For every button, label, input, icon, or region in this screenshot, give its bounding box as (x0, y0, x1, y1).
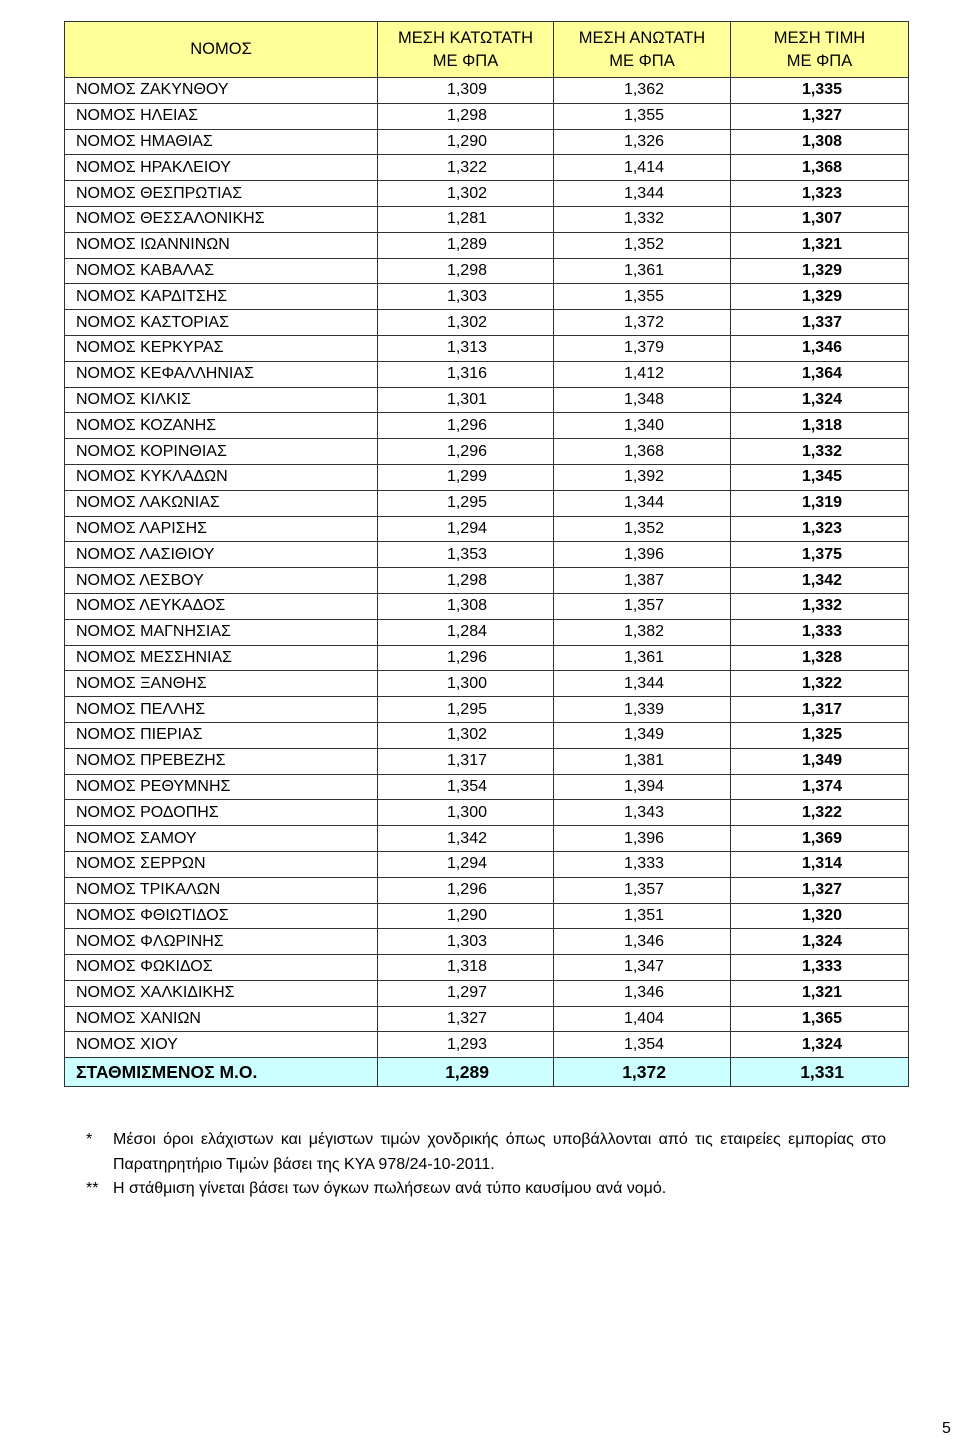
min-price-cell: 1,281 (378, 206, 554, 232)
table-row (65, 206, 909, 232)
min-price-cell: 1,354 (378, 774, 554, 800)
header-max-price-label: ΜΕΣΗ ΑΝΩΤΑΤΗ ΜΕ ΦΠΑ (578, 28, 706, 70)
max-price-cell: 1,392 (554, 464, 731, 490)
header-max-price (554, 22, 731, 78)
fuel-price-table (64, 21, 909, 1087)
min-price-cell: 1,302 (378, 181, 554, 207)
min-price-cell: 1,300 (378, 800, 554, 826)
footnote-marker: ** (86, 1180, 99, 1197)
min-price-cell: 1,294 (378, 851, 554, 877)
avg-price-cell: 1,327 (731, 103, 909, 129)
min-price-cell: 1,303 (378, 284, 554, 310)
min-price-cell: 1,342 (378, 826, 554, 852)
header-avg-price-label: ΜΕΣΗ ΤΙΜΗ ΜΕ ΦΠΑ (773, 28, 866, 70)
avg-price-cell: 1,314 (731, 851, 909, 877)
avg-price-cell: 1,322 (731, 800, 909, 826)
table-row (65, 258, 909, 284)
avg-price-cell: 1,329 (731, 258, 909, 284)
avg-price-cell: 1,321 (731, 232, 909, 258)
prefecture-name-cell: ΝΟΜΟΣ ΦΛΩΡΙΝΗΣ (65, 929, 378, 955)
min-price-cell: 1,298 (378, 258, 554, 284)
table-row (65, 877, 909, 903)
max-price-cell: 1,404 (554, 1006, 731, 1032)
avg-price-cell: 1,342 (731, 568, 909, 594)
max-price-cell: 1,412 (554, 361, 731, 387)
avg-price-cell: 1,345 (731, 464, 909, 490)
prefecture-name-cell: ΝΟΜΟΣ ΣΕΡΡΩΝ (65, 851, 378, 877)
table-row (65, 78, 909, 104)
table-row (65, 464, 909, 490)
avg-price-cell: 1,325 (731, 722, 909, 748)
table-row (65, 232, 909, 258)
avg-price-cell: 1,323 (731, 181, 909, 207)
table-row (65, 387, 909, 413)
min-price-cell: 1,296 (378, 413, 554, 439)
avg-price-cell: 1,324 (731, 1032, 909, 1058)
avg-price-cell: 1,308 (731, 129, 909, 155)
min-price-cell: 1,302 (378, 310, 554, 336)
max-price-cell: 1,349 (554, 722, 731, 748)
max-price-cell: 1,357 (554, 593, 731, 619)
prefecture-name-cell: ΝΟΜΟΣ ΦΘΙΩΤΙΔΟΣ (65, 903, 378, 929)
table-row (65, 542, 909, 568)
prefecture-name-cell: ΝΟΜΟΣ ΛΑΡΙΣΗΣ (65, 516, 378, 542)
avg-price-cell: 1,335 (731, 78, 909, 104)
prefecture-name-cell: ΝΟΜΟΣ ΗΛΕΙΑΣ (65, 103, 378, 129)
max-price-cell: 1,343 (554, 800, 731, 826)
prefecture-name-cell: ΝΟΜΟΣ ΣΑΜΟΥ (65, 826, 378, 852)
max-price-cell: 1,332 (554, 206, 731, 232)
prefecture-name-cell: ΝΟΜΟΣ ΚΕΦΑΛΛΗΝΙΑΣ (65, 361, 378, 387)
table-row (65, 439, 909, 465)
max-price-cell: 1,346 (554, 980, 731, 1006)
table-body (65, 78, 909, 1058)
avg-price-cell: 1,321 (731, 980, 909, 1006)
min-price-cell: 1,298 (378, 103, 554, 129)
max-price-cell: 1,339 (554, 697, 731, 723)
avg-price-cell: 1,323 (731, 516, 909, 542)
min-price-cell: 1,308 (378, 593, 554, 619)
avg-price-cell: 1,319 (731, 490, 909, 516)
weighted-average-avg: 1,331 (731, 1058, 909, 1087)
header-min-price (378, 22, 554, 78)
table-row (65, 284, 909, 310)
min-price-cell: 1,299 (378, 464, 554, 490)
prefecture-name-cell: ΝΟΜΟΣ ΤΡΙΚΑΛΩΝ (65, 877, 378, 903)
prefecture-name-cell: ΝΟΜΟΣ ΡΕΘΥΜΝΗΣ (65, 774, 378, 800)
prefecture-name-cell: ΝΟΜΟΣ ΗΡΑΚΛΕΙΟΥ (65, 155, 378, 181)
min-price-cell: 1,290 (378, 903, 554, 929)
prefecture-name-cell: ΝΟΜΟΣ ΘΕΣΠΡΩΤΙΑΣ (65, 181, 378, 207)
max-price-cell: 1,414 (554, 155, 731, 181)
header-prefecture (65, 22, 378, 78)
prefecture-name-cell: ΝΟΜΟΣ ΧΑΛΚΙΔΙΚΗΣ (65, 980, 378, 1006)
max-price-cell: 1,352 (554, 516, 731, 542)
min-price-cell: 1,300 (378, 671, 554, 697)
min-price-cell: 1,293 (378, 1032, 554, 1058)
prefecture-name-cell: ΝΟΜΟΣ ΛΕΣΒΟΥ (65, 568, 378, 594)
footnote-text: Μέσοι όροι ελάχιστων και μέγιστων τιμών χονδρικής όπως υποβάλλονται από τις εταιρείες εμπορίας στο Παρατηρητήριο Τιμών βάσει της ΚΥΑ 978/24-10-2011. (113, 1131, 886, 1173)
max-price-cell: 1,381 (554, 748, 731, 774)
table-row (65, 155, 909, 181)
avg-price-cell: 1,332 (731, 439, 909, 465)
avg-price-cell: 1,337 (731, 310, 909, 336)
header-min-price-label: ΜΕΣΗ ΚΑΤΩΤΑΤΗ ΜΕ ΦΠΑ (398, 28, 533, 70)
min-price-cell: 1,322 (378, 155, 554, 181)
prefecture-name-cell: ΝΟΜΟΣ ΚΑΣΤΟΡΙΑΣ (65, 310, 378, 336)
footnote-text: Η στάθμιση γίνεται βάσει των όγκων πωλήσεων ανά τύπο καυσίμου ανά νομό. (113, 1180, 667, 1197)
prefecture-name-cell: ΝΟΜΟΣ ΠΙΕΡΙΑΣ (65, 722, 378, 748)
min-price-cell: 1,327 (378, 1006, 554, 1032)
avg-price-cell: 1,368 (731, 155, 909, 181)
prefecture-name-cell: ΝΟΜΟΣ ΗΜΑΘΙΑΣ (65, 129, 378, 155)
max-price-cell: 1,355 (554, 103, 731, 129)
avg-price-cell: 1,317 (731, 697, 909, 723)
min-price-cell: 1,309 (378, 78, 554, 104)
max-price-cell: 1,355 (554, 284, 731, 310)
max-price-cell: 1,346 (554, 929, 731, 955)
footnotes (86, 1128, 886, 1202)
avg-price-cell: 1,328 (731, 645, 909, 671)
prefecture-name-cell: ΝΟΜΟΣ ΛΕΥΚΑΔΟΣ (65, 593, 378, 619)
min-price-cell: 1,295 (378, 697, 554, 723)
min-price-cell: 1,284 (378, 619, 554, 645)
table-row (65, 335, 909, 361)
prefecture-name-cell: ΝΟΜΟΣ ΦΩΚΙΔΟΣ (65, 955, 378, 981)
min-price-cell: 1,316 (378, 361, 554, 387)
avg-price-cell: 1,327 (731, 877, 909, 903)
header-prefecture-label: ΝΟΜΟΣ (190, 40, 252, 58)
page-number: 5 (942, 1420, 951, 1437)
table-row (65, 697, 909, 723)
table-row (65, 593, 909, 619)
table-row (65, 361, 909, 387)
avg-price-cell: 1,320 (731, 903, 909, 929)
avg-price-cell: 1,374 (731, 774, 909, 800)
max-price-cell: 1,361 (554, 645, 731, 671)
max-price-cell: 1,344 (554, 671, 731, 697)
avg-price-cell: 1,318 (731, 413, 909, 439)
max-price-cell: 1,379 (554, 335, 731, 361)
min-price-cell: 1,296 (378, 877, 554, 903)
prefecture-name-cell: ΝΟΜΟΣ ΚΕΡΚΥΡΑΣ (65, 335, 378, 361)
prefecture-name-cell: ΝΟΜΟΣ ΚΙΛΚΙΣ (65, 387, 378, 413)
avg-price-cell: 1,307 (731, 206, 909, 232)
footnote-marker: * (86, 1131, 93, 1148)
prefecture-name-cell: ΝΟΜΟΣ ΧΑΝΙΩΝ (65, 1006, 378, 1032)
avg-price-cell: 1,369 (731, 826, 909, 852)
prefecture-name-cell: ΝΟΜΟΣ ΚΟΡΙΝΘΙΑΣ (65, 439, 378, 465)
table-row (65, 980, 909, 1006)
avg-price-cell: 1,322 (731, 671, 909, 697)
max-price-cell: 1,396 (554, 826, 731, 852)
max-price-cell: 1,344 (554, 181, 731, 207)
avg-price-cell: 1,375 (731, 542, 909, 568)
min-price-cell: 1,289 (378, 232, 554, 258)
table-row (65, 181, 909, 207)
table-row (65, 929, 909, 955)
min-price-cell: 1,313 (378, 335, 554, 361)
avg-price-cell: 1,324 (731, 387, 909, 413)
avg-price-cell: 1,365 (731, 1006, 909, 1032)
prefecture-name-cell: ΝΟΜΟΣ ΚΑΒΑΛΑΣ (65, 258, 378, 284)
prefecture-name-cell: ΝΟΜΟΣ ΞΑΝΘΗΣ (65, 671, 378, 697)
table-row (65, 568, 909, 594)
min-price-cell: 1,303 (378, 929, 554, 955)
min-price-cell: 1,290 (378, 129, 554, 155)
table-row (65, 103, 909, 129)
min-price-cell: 1,296 (378, 645, 554, 671)
prefecture-name-cell: ΝΟΜΟΣ ΚΟΖΑΝΗΣ (65, 413, 378, 439)
max-price-cell: 1,326 (554, 129, 731, 155)
weighted-average-label: ΣΤΑΘΜΙΣΜΕΝΟΣ Μ.Ο. (65, 1058, 378, 1087)
max-price-cell: 1,351 (554, 903, 731, 929)
prefecture-name-cell: ΝΟΜΟΣ ΖΑΚΥΝΘΟΥ (65, 78, 378, 104)
prefecture-name-cell: ΝΟΜΟΣ ΛΑΣΙΘΙΟΥ (65, 542, 378, 568)
max-price-cell: 1,372 (554, 310, 731, 336)
min-price-cell: 1,301 (378, 387, 554, 413)
table-row (65, 413, 909, 439)
prefecture-name-cell: ΝΟΜΟΣ ΠΕΛΛΗΣ (65, 697, 378, 723)
max-price-cell: 1,357 (554, 877, 731, 903)
table-row (65, 1032, 909, 1058)
table-row (65, 645, 909, 671)
max-price-cell: 1,396 (554, 542, 731, 568)
max-price-cell: 1,368 (554, 439, 731, 465)
table-row (65, 903, 909, 929)
footnote (86, 1177, 886, 1202)
table-row (65, 826, 909, 852)
max-price-cell: 1,333 (554, 851, 731, 877)
prefecture-name-cell: ΝΟΜΟΣ ΙΩΑΝΝΙΝΩΝ (65, 232, 378, 258)
avg-price-cell: 1,364 (731, 361, 909, 387)
prefecture-name-cell: ΝΟΜΟΣ ΘΕΣΣΑΛΟΝΙΚΗΣ (65, 206, 378, 232)
weighted-average-row (65, 1058, 909, 1087)
table-row (65, 490, 909, 516)
prefecture-name-cell: ΝΟΜΟΣ ΚΥΚΛΑΔΩΝ (65, 464, 378, 490)
header-avg-price (731, 22, 909, 78)
min-price-cell: 1,302 (378, 722, 554, 748)
max-price-cell: 1,352 (554, 232, 731, 258)
table-row (65, 774, 909, 800)
avg-price-cell: 1,346 (731, 335, 909, 361)
footnote (86, 1128, 886, 1177)
table-row (65, 516, 909, 542)
weighted-average-min: 1,289 (378, 1058, 554, 1087)
max-price-cell: 1,387 (554, 568, 731, 594)
avg-price-cell: 1,333 (731, 619, 909, 645)
avg-price-cell: 1,329 (731, 284, 909, 310)
max-price-cell: 1,347 (554, 955, 731, 981)
table-row (65, 310, 909, 336)
min-price-cell: 1,295 (378, 490, 554, 516)
table-row (65, 671, 909, 697)
prefecture-name-cell: ΝΟΜΟΣ ΚΑΡΔΙΤΣΗΣ (65, 284, 378, 310)
min-price-cell: 1,298 (378, 568, 554, 594)
table-row (65, 800, 909, 826)
table-row (65, 129, 909, 155)
min-price-cell: 1,353 (378, 542, 554, 568)
table-row (65, 1006, 909, 1032)
max-price-cell: 1,340 (554, 413, 731, 439)
avg-price-cell: 1,324 (731, 929, 909, 955)
min-price-cell: 1,296 (378, 439, 554, 465)
table-row (65, 748, 909, 774)
table-row (65, 619, 909, 645)
table-row (65, 955, 909, 981)
table-row (65, 851, 909, 877)
max-price-cell: 1,348 (554, 387, 731, 413)
avg-price-cell: 1,349 (731, 748, 909, 774)
max-price-cell: 1,394 (554, 774, 731, 800)
header-row (65, 22, 909, 78)
table-row (65, 722, 909, 748)
prefecture-name-cell: ΝΟΜΟΣ ΜΕΣΣΗΝΙΑΣ (65, 645, 378, 671)
prefecture-name-cell: ΝΟΜΟΣ ΧΙΟΥ (65, 1032, 378, 1058)
prefecture-name-cell: ΝΟΜΟΣ ΡΟΔΟΠΗΣ (65, 800, 378, 826)
min-price-cell: 1,318 (378, 955, 554, 981)
avg-price-cell: 1,332 (731, 593, 909, 619)
prefecture-name-cell: ΝΟΜΟΣ ΜΑΓΝΗΣΙΑΣ (65, 619, 378, 645)
prefecture-name-cell: ΝΟΜΟΣ ΛΑΚΩΝΙΑΣ (65, 490, 378, 516)
min-price-cell: 1,297 (378, 980, 554, 1006)
avg-price-cell: 1,333 (731, 955, 909, 981)
min-price-cell: 1,317 (378, 748, 554, 774)
max-price-cell: 1,344 (554, 490, 731, 516)
max-price-cell: 1,382 (554, 619, 731, 645)
max-price-cell: 1,354 (554, 1032, 731, 1058)
prefecture-name-cell: ΝΟΜΟΣ ΠΡΕΒΕΖΗΣ (65, 748, 378, 774)
min-price-cell: 1,294 (378, 516, 554, 542)
max-price-cell: 1,362 (554, 78, 731, 104)
weighted-average-max: 1,372 (554, 1058, 731, 1087)
max-price-cell: 1,361 (554, 258, 731, 284)
